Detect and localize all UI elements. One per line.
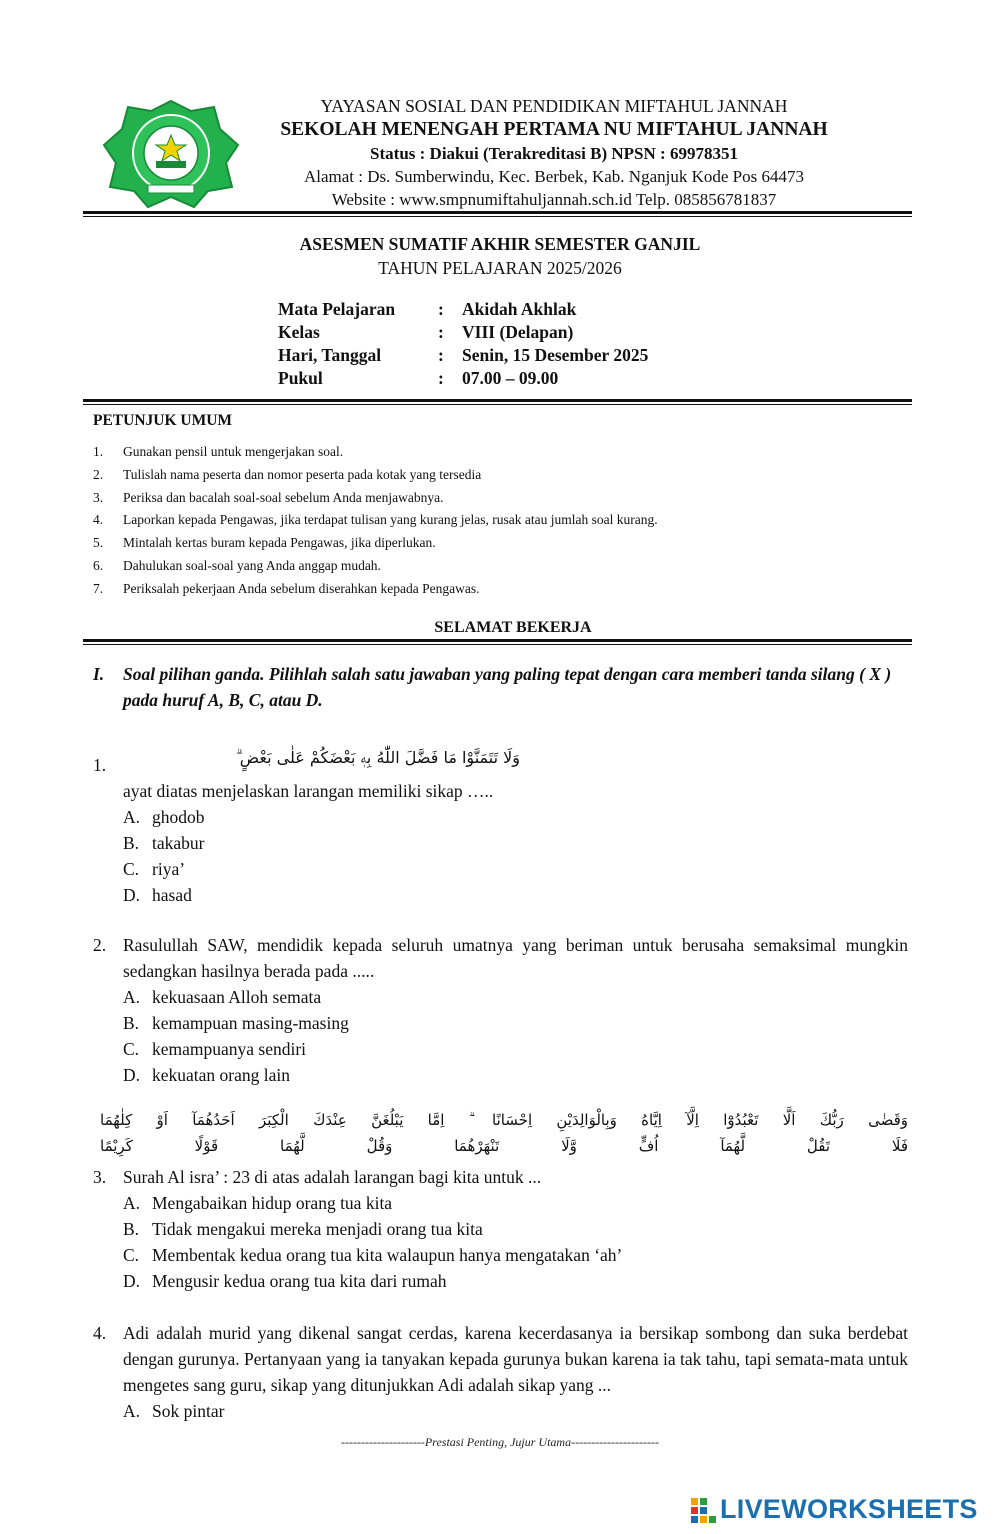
section-number: I.: [93, 664, 105, 684]
option-letter: B.: [123, 1013, 140, 1033]
school-website: Website : www.smpnumiftahuljannah.sch.id Telp. 085856781837: [331, 190, 777, 209]
section-instruction: [93, 661, 913, 713]
info-colon: :: [438, 322, 444, 342]
option-text: kemampuan masing-masing: [152, 1013, 349, 1033]
item-text: Periksalah pekerjaan Anda sebelum diserahkan kepada Pengawas.: [123, 580, 480, 596]
option-text: riya’: [152, 859, 186, 879]
option-letter: A.: [123, 1401, 141, 1421]
answer-option: [123, 830, 908, 856]
list-item: [93, 464, 658, 487]
info-divider-thick: [83, 399, 912, 402]
option-letter: D.: [123, 1065, 141, 1085]
exam-year: TAHUN PELAJARAN 2025/2026: [378, 258, 622, 278]
school-address: Alamat : Ds. Sumberwindu, Kec. Berbek, Kab. Nganjuk Kode Pos 64473: [303, 167, 804, 186]
item-number: 1.: [93, 444, 104, 459]
question-text: Rasulullah SAW, mendidik kepada seluruh umatnya yang beriman untuk berusaha semaksimal mungkin sedangkan hasilnya berada pada .....: [123, 935, 908, 981]
option-text: Membentak kedua orang tua kita walaupun hanya mengatakan ‘ah’: [152, 1245, 623, 1265]
item-text: Gunakan pensil untuk mengerjakan soal.: [123, 444, 344, 459]
info-value: Senin, 15 Desember 2025: [462, 345, 649, 365]
closing-divider-thick: [83, 639, 912, 642]
liveworksheets-watermark: LIVEWORKSHEETS: [720, 1494, 978, 1524]
info-key: Hari, Tanggal: [278, 345, 382, 365]
option-text: takabur: [152, 833, 205, 853]
info-row: [278, 344, 648, 367]
option-text: kekuasaan Alloh semata: [152, 987, 322, 1007]
info-colon: :: [438, 368, 444, 388]
info-key: Kelas: [278, 322, 320, 342]
option-text: hasad: [152, 885, 192, 905]
option-letter: C.: [123, 1039, 140, 1059]
question-text: Surah Al isra’ : 23 di atas adalah larangan bagi kita untuk ...: [123, 1167, 542, 1187]
item-number: 7.: [93, 580, 104, 596]
info-value: VIII (Delapan): [462, 322, 574, 342]
answer-option: [123, 1398, 908, 1424]
option-letter: B.: [123, 1219, 140, 1239]
option-text: Mengabaikan hidup orang tua kita: [152, 1193, 393, 1213]
option-letter: D.: [123, 885, 141, 905]
item-text: Laporkan kepada Pengawas, jika terdapat tulisan yang kurang jelas, rusak atau jumlah soal kurang.: [123, 512, 658, 528]
header-divider-thin: [83, 216, 912, 217]
list-item: [93, 487, 658, 510]
school-logo: [96, 97, 246, 209]
closing-text: SELAMAT BEKERJA: [434, 619, 592, 636]
question-4: [93, 1320, 908, 1424]
info-value: Akidah Akhlak: [462, 299, 577, 319]
answer-option: [123, 882, 908, 908]
info-row: [278, 367, 648, 390]
answer-option: [123, 1216, 908, 1242]
option-letter: A.: [123, 987, 141, 1007]
question-1-body: [93, 778, 908, 908]
item-number: 2.: [93, 466, 104, 482]
answer-option: [123, 1190, 908, 1216]
item-number: 5.: [93, 535, 104, 551]
foundation-name: YAYASAN SOSIAL DAN PENDIDIKAN MIFTAHUL JANNAH: [320, 96, 788, 116]
school-status: Status : Diakui (Terakreditasi B) NPSN : 69978351: [370, 144, 738, 163]
option-text: kemampuanya sendiri: [152, 1039, 307, 1059]
question-text: ayat diatas menjelaskan larangan memiliki sikap …..: [123, 781, 494, 801]
list-item: [93, 441, 658, 464]
item-text: Dahulukan soal-soal yang Anda anggap mudah.: [123, 557, 381, 573]
school-name: SEKOLAH MENENGAH PERTAMA NU MIFTAHUL JANNAH: [280, 119, 828, 140]
option-letter: B.: [123, 833, 140, 853]
question-text: Adi adalah murid yang dikenal sangat cerdas, karena kecerdasanya ia bersikap sombong dan suka berdebat dengan gurunya. Pertanyaan yang ia tanyakan kepada gurunya bukan karena ia tak tahu, tapi semata-mata untuk mengetes sang guru, sikap yang ditunjukkan Adi adalah sikap yang ...: [123, 1323, 908, 1395]
option-text: Sok pintar: [152, 1401, 225, 1421]
question-1-arabic-verse: وَلَا تَتَمَنَّوْا مَا فَضَّلَ اللّٰهُ بِهٖ بَعْضَكُمْ عَلٰى بَعْضٍ ۗ: [235, 748, 520, 767]
option-text: Tidak mengakui mereka menjadi orang tua kita: [152, 1219, 483, 1239]
question-number: 3.: [93, 1167, 107, 1187]
info-key: Pukul: [278, 368, 323, 388]
answer-option: [123, 1036, 908, 1062]
item-text: Tulislah nama peserta dan nomor peserta pada kotak yang tersedia: [123, 466, 482, 482]
closing-divider-thin: [83, 644, 912, 645]
answer-option: [123, 1268, 908, 1294]
info-value: 07.00 – 09.00: [462, 368, 559, 388]
question-3-arabic-line-1: وَقَضٰى رَبُّكَ اَلَّا تَعْبُدُوْٓا اِلَّآ اِيَّاهُ وَبِالْوَالِدَيْنِ اِحْسَانًا ۗ اِمَّا يَبْلُغَنَّ عِنْدَكَ الْكِبَرَ اَحَدُهُمَآ اَوْ كِلٰهُمَا: [100, 1111, 908, 1129]
answer-option: [123, 984, 908, 1010]
list-item: [93, 555, 658, 578]
info-colon: :: [438, 345, 444, 365]
item-text: Mintalah kertas buram kepada Pengawas, jika diperlukan.: [123, 535, 436, 551]
option-letter: C.: [123, 859, 140, 879]
answer-option: [123, 1010, 908, 1036]
instructions-list: [93, 441, 658, 601]
option-letter: D.: [123, 1271, 141, 1291]
option-letter: A.: [123, 1193, 141, 1213]
exam-info-table: [278, 298, 648, 390]
option-letter: A.: [123, 807, 141, 827]
option-text: kekuatan orang lain: [152, 1065, 291, 1085]
answer-option: [123, 1242, 908, 1268]
info-divider-thin: [83, 404, 912, 405]
instructions-heading: PETUNJUK UMUM: [93, 412, 233, 429]
option-text: Mengusir kedua orang tua kita dari rumah: [152, 1271, 447, 1291]
liveworksheets-icon: [690, 1497, 718, 1525]
info-row: [278, 321, 648, 344]
item-number: 3.: [93, 489, 104, 505]
question-3: [93, 1164, 908, 1294]
option-text: ghodob: [152, 807, 205, 827]
question-number: 2.: [93, 935, 107, 955]
question-2: [93, 932, 908, 1088]
question-3-arabic-line-2: فَلَا تَقُلْ لَّهُمَآ اُفٍّ وَّلَا تَنْهَرْهُمَا وَقُلْ لَّهُمَا قَوْلًا كَرِيْمًا: [100, 1137, 908, 1155]
item-number: 6.: [93, 557, 104, 573]
answer-option: [123, 856, 908, 882]
answer-option: [123, 1062, 908, 1088]
header-divider-thick: [83, 211, 912, 214]
item-number: 4.: [93, 512, 104, 528]
answer-option: [123, 804, 908, 830]
list-item: [93, 578, 658, 601]
item-text: Periksa dan bacalah soal-soal sebelum Anda menjawabnya.: [123, 489, 444, 505]
option-letter: C.: [123, 1245, 140, 1265]
question-number: 1.: [93, 755, 107, 775]
info-colon: :: [438, 299, 444, 319]
info-key: Mata Pelajaran: [278, 299, 396, 319]
section-text: Soal pilihan ganda. Pilihlah salah satu jawaban yang paling tepat dengan cara memberi tanda silang ( X ) pada huruf A, B, C, atau D.: [123, 664, 892, 710]
list-item: [93, 532, 658, 555]
list-item: [93, 509, 658, 532]
page-footer: ---------------------Prestasi Penting, Jujur Utama----------------------: [340, 1435, 660, 1449]
question-number: 4.: [93, 1323, 107, 1343]
exam-title: ASESMEN SUMATIF AKHIR SEMESTER GANJIL: [299, 234, 701, 254]
info-row: [278, 298, 648, 321]
